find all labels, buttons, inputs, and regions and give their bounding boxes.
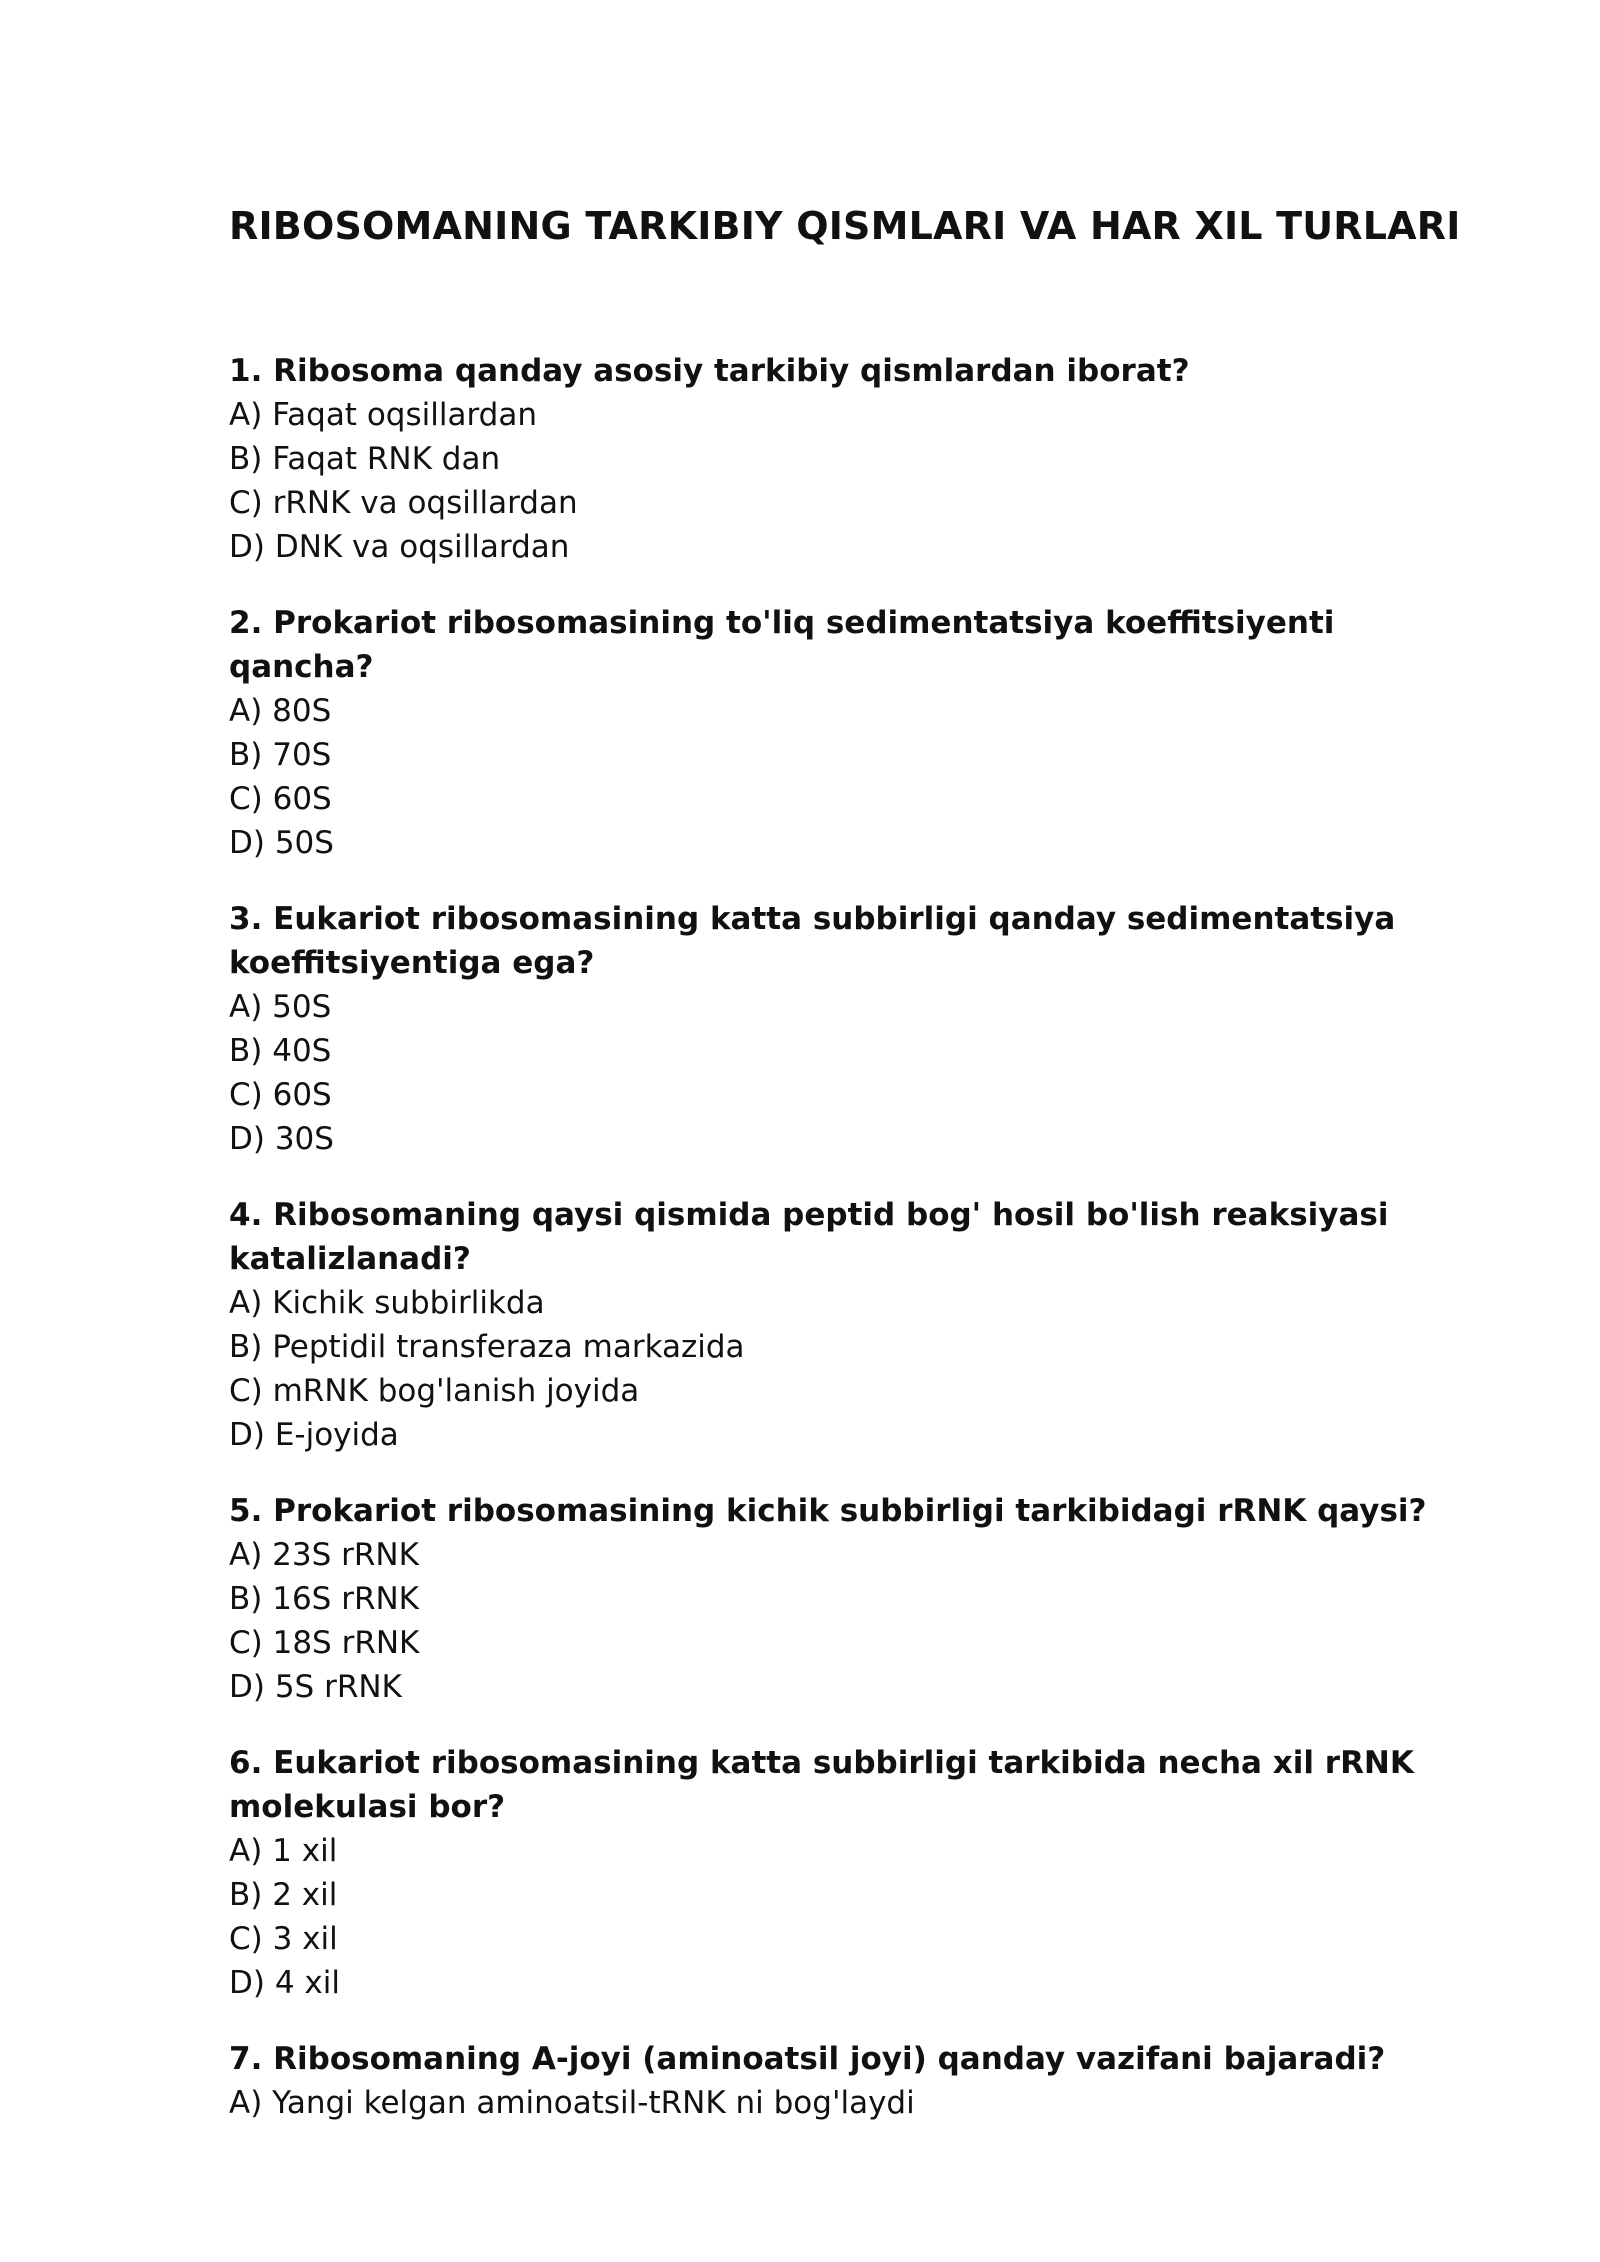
question-block: [229, 1193, 1469, 1457]
answer-options: [229, 985, 1469, 1161]
answer-option: C) 3 xil: [229, 1921, 338, 1957]
question-text: 2. Prokariot ribosomasining to'liq sedimentatsiya koeffitsiyenti qancha?: [229, 605, 1335, 685]
question-block: [229, 1741, 1469, 2005]
answer-option: D) E-joyida: [229, 1417, 399, 1453]
answer-options: [229, 1829, 1469, 2005]
answer-options: [229, 689, 1469, 865]
question-block: [229, 2037, 1469, 2125]
answer-option: B) 2 xil: [229, 1877, 338, 1913]
answer-options: [229, 393, 1469, 569]
answer-option: A) 1 xil: [229, 1833, 338, 1869]
question-block: [229, 601, 1469, 865]
answer-option: D) 4 xil: [229, 1965, 340, 2001]
document-title: RIBOSOMANING TARKIBIY QISMLARI VA HAR XIL TURLARI: [229, 204, 1461, 248]
question-text: 1. Ribosoma qanday asosiy tarkibiy qismlardan iborat?: [229, 353, 1190, 389]
question-block: [229, 1489, 1469, 1709]
answer-option: A) 23S rRNK: [229, 1537, 419, 1573]
question-list: [229, 349, 1469, 2125]
answer-option: A) 50S: [229, 989, 332, 1025]
document-page: [229, 190, 1469, 2157]
question-text: 6. Eukariot ribosomasining katta subbirligi tarkibida necha xil rRNK molekulasi bor?: [229, 1745, 1414, 1825]
answer-option: D) DNK va oqsillardan: [229, 529, 570, 565]
answer-option: D) 5S rRNK: [229, 1669, 402, 1705]
question-block: [229, 897, 1469, 1161]
answer-option: C) 18S rRNK: [229, 1625, 420, 1661]
answer-option: C) 60S: [229, 781, 332, 817]
question-text: 7. Ribosomaning A-joyi (aminoatsil joyi) qanday vazifani bajaradi?: [229, 2041, 1386, 2077]
answer-option: A) Faqat oqsillardan: [229, 397, 537, 433]
answer-options: [229, 2081, 1469, 2125]
answer-option: C) rRNK va oqsillardan: [229, 485, 578, 521]
answer-option: A) Kichik subbirlikda: [229, 1285, 545, 1321]
answer-option: B) 40S: [229, 1033, 332, 1069]
answer-option: C) mRNK bog'lanish joyida: [229, 1373, 640, 1409]
answer-option: B) Peptidil transferaza markazida: [229, 1329, 745, 1365]
answer-option: C) 60S: [229, 1077, 332, 1113]
answer-option: D) 30S: [229, 1121, 334, 1157]
answer-option: B) Faqat RNK dan: [229, 441, 501, 477]
answer-options: [229, 1533, 1469, 1709]
question-text: 5. Prokariot ribosomasining kichik subbirligi tarkibidagi rRNK qaysi?: [229, 1493, 1427, 1529]
question-text: 4. Ribosomaning qaysi qismida peptid bog' hosil bo'lish reaksiyasi katalizlanadi?: [229, 1197, 1389, 1277]
answer-option: D) 50S: [229, 825, 334, 861]
answer-option: B) 70S: [229, 737, 332, 773]
answer-option: A) 80S: [229, 693, 332, 729]
answer-option: B) 16S rRNK: [229, 1581, 419, 1617]
question-block: [229, 349, 1469, 569]
question-text: 3. Eukariot ribosomasining katta subbirligi qanday sedimentatsiya koeffitsiyentiga ega?: [229, 901, 1396, 981]
answer-option: A) Yangi kelgan aminoatsil-tRNK ni bog'laydi: [229, 2085, 915, 2121]
answer-options: [229, 1281, 1469, 1457]
